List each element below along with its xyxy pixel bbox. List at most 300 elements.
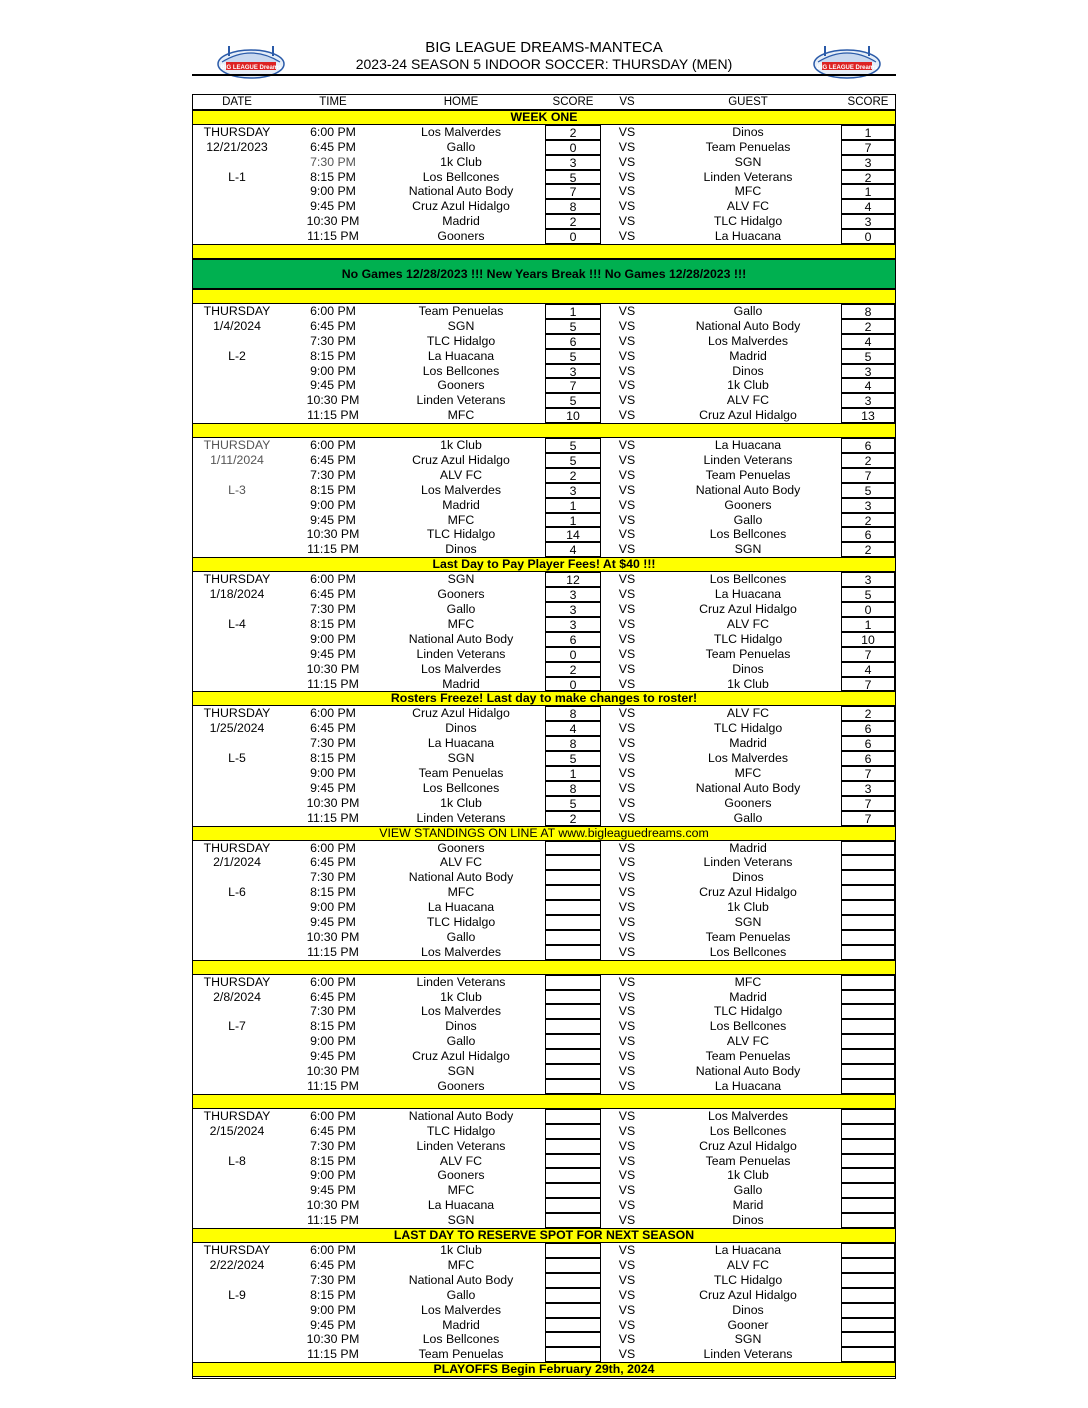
home-team: Linden Veterans xyxy=(416,393,506,408)
vs-label: VS xyxy=(618,1347,636,1362)
home-score: 8 xyxy=(545,781,601,796)
guest-team: Linden Veterans xyxy=(703,452,793,467)
game-time: 11:15 PM xyxy=(307,944,359,959)
game-row xyxy=(193,602,895,617)
home-score: 3 xyxy=(545,587,601,602)
home-team: Gooners xyxy=(437,1168,485,1183)
home-team: Linden Veterans xyxy=(416,646,506,661)
home-score: 5 xyxy=(545,751,601,766)
guest-score: 7 xyxy=(841,796,895,811)
notice-band: PLAYOFFS Begin February 29th, 2024 xyxy=(193,1362,895,1377)
date-cell xyxy=(193,1034,281,1049)
vs-label: VS xyxy=(618,452,636,467)
vs-label: VS xyxy=(618,885,636,900)
vs-label: VS xyxy=(618,1004,636,1019)
home-score: 3 xyxy=(545,364,601,379)
vs-label: VS xyxy=(618,184,636,199)
game-time: 10:30 PM xyxy=(306,1198,360,1213)
vs-label: VS xyxy=(618,676,636,691)
home-team: SGN xyxy=(447,1064,475,1079)
home-score: 0 xyxy=(545,229,601,244)
home-team: ALV FC xyxy=(439,855,483,870)
week-day: THURSDAY xyxy=(203,303,271,318)
home-team: MFC xyxy=(447,616,475,631)
home-score: 2 xyxy=(545,662,601,677)
week-label: L-5 xyxy=(228,751,246,766)
guest-score: 7 xyxy=(841,677,895,692)
guest-team: Madrid xyxy=(729,840,767,855)
game-time: 6:45 PM xyxy=(310,1123,356,1138)
vs-label: VS xyxy=(618,616,636,631)
date-cell xyxy=(193,1332,281,1347)
game-row xyxy=(193,1273,895,1288)
vs-label: VS xyxy=(618,139,636,154)
date-cell xyxy=(193,184,281,199)
home-score: 5 xyxy=(545,393,601,408)
game-row xyxy=(193,1124,895,1139)
guest-team: Team Penuelas xyxy=(705,646,791,661)
guest-team: Gallo xyxy=(733,303,763,318)
guest-score xyxy=(841,1139,895,1154)
home-score: 8 xyxy=(545,736,601,751)
guest-team: TLC Hidalgo xyxy=(713,721,783,736)
game-time: 10:30 PM xyxy=(306,1332,360,1347)
logo-text: BIG LEAGUE Dreams xyxy=(220,65,282,71)
home-score: 0 xyxy=(545,140,601,155)
week-label: L-2 xyxy=(228,348,246,363)
guest-score xyxy=(841,1004,895,1019)
game-time: 7:30 PM xyxy=(310,1272,356,1287)
game-time: 8:15 PM xyxy=(310,1153,356,1168)
home-team: Linden Veterans xyxy=(416,1138,506,1153)
home-score xyxy=(545,1243,601,1258)
guest-team: Dinos xyxy=(732,1213,764,1228)
game-row xyxy=(193,1332,895,1347)
guest-team: Los Bellcones xyxy=(709,1019,787,1034)
guest-score: 6 xyxy=(841,736,895,751)
home-team: Los Malverdes xyxy=(421,1302,501,1317)
game-time: 6:00 PM xyxy=(310,706,356,721)
guest-team: SGN xyxy=(734,1332,762,1347)
guest-team: Dinos xyxy=(732,124,764,139)
date-cell xyxy=(193,468,281,483)
date-cell xyxy=(193,781,281,796)
guest-team: Dinos xyxy=(732,661,764,676)
game-row xyxy=(193,1243,895,1258)
guest-score: 1 xyxy=(841,125,895,140)
home-score: 5 xyxy=(545,453,601,468)
vs-label: VS xyxy=(618,706,636,721)
game-time: 6:45 PM xyxy=(310,1257,356,1272)
guest-team: ALV FC xyxy=(726,706,770,721)
game-time: 6:00 PM xyxy=(310,840,356,855)
guest-score: 5 xyxy=(841,483,895,498)
guest-score: 7 xyxy=(841,468,895,483)
vs-label: VS xyxy=(618,810,636,825)
guest-score: 6 xyxy=(841,721,895,736)
game-row xyxy=(193,453,895,468)
column-header-row xyxy=(193,95,895,110)
guest-team: Gooners xyxy=(724,497,772,512)
home-team: La Huacana xyxy=(427,736,495,751)
home-team: Madrid xyxy=(442,1317,480,1332)
home-team: Los Bellcones xyxy=(422,169,500,184)
home-team: Dinos xyxy=(445,542,477,557)
home-team: La Huacana xyxy=(427,348,495,363)
guest-team: TLC Hidalgo xyxy=(713,1272,783,1287)
game-time: 8:15 PM xyxy=(310,348,356,363)
game-row xyxy=(193,1064,895,1079)
home-score xyxy=(545,1288,601,1303)
home-score: 10 xyxy=(545,408,601,423)
home-score xyxy=(545,1004,601,1019)
home-score-header: SCORE xyxy=(552,96,594,108)
game-time: 7:30 PM xyxy=(310,1004,356,1019)
date-cell xyxy=(193,408,281,423)
game-row xyxy=(193,632,895,647)
game-row xyxy=(193,214,895,229)
vs-label: VS xyxy=(618,1213,636,1228)
game-row xyxy=(193,319,895,334)
home-team: Los Bellcones xyxy=(422,780,500,795)
home-score: 1 xyxy=(545,766,601,781)
guest-score: 6 xyxy=(841,751,895,766)
home-score: 5 xyxy=(545,170,601,185)
home-team: SGN xyxy=(447,1213,475,1228)
home-team: Gallo xyxy=(446,1034,476,1049)
home-score xyxy=(545,1198,601,1213)
guest-score: 7 xyxy=(841,647,895,662)
game-time: 6:00 PM xyxy=(310,974,356,989)
guest-team: Cruz Azul Hidalgo xyxy=(699,1138,797,1153)
guest-score xyxy=(841,1079,895,1094)
guest-team: SGN xyxy=(734,915,762,930)
home-score: 1 xyxy=(545,498,601,513)
game-row xyxy=(193,468,895,483)
home-score: 3 xyxy=(545,483,601,498)
game-row xyxy=(193,1183,895,1198)
game-time: 8:15 PM xyxy=(310,169,356,184)
guest-score xyxy=(841,900,895,915)
guest-team: Dinos xyxy=(732,870,764,885)
vs-label: VS xyxy=(618,631,636,646)
week-date: 2/15/2024 xyxy=(209,1123,265,1138)
week-date: 1/25/2024 xyxy=(209,721,265,736)
guest-score: 13 xyxy=(841,408,895,423)
guest-score: 10 xyxy=(841,632,895,647)
vs-label: VS xyxy=(618,900,636,915)
home-team: SGN xyxy=(447,751,475,766)
vs-label: VS xyxy=(618,318,636,333)
game-row xyxy=(193,870,895,885)
game-row xyxy=(193,796,895,811)
home-team: ALV FC xyxy=(439,467,483,482)
vs-label: VS xyxy=(618,1138,636,1153)
game-time: 6:00 PM xyxy=(310,572,356,587)
game-time: 9:00 PM xyxy=(310,765,356,780)
game-time: 10:30 PM xyxy=(306,214,360,229)
game-row xyxy=(193,1154,895,1169)
guest-score xyxy=(841,1019,895,1034)
notice-band: Rosters Freeze! Last day to make changes to roster! xyxy=(193,691,895,706)
guest-team: MFC xyxy=(734,765,762,780)
guest-score: 4 xyxy=(841,662,895,677)
game-row xyxy=(193,170,895,185)
guest-score xyxy=(841,1318,895,1333)
guest-score xyxy=(841,1124,895,1139)
game-row xyxy=(193,125,895,140)
guest-team: Los Malverdes xyxy=(708,751,788,766)
vs-label: VS xyxy=(618,378,636,393)
date-cell xyxy=(193,1139,281,1154)
vs-label: VS xyxy=(618,512,636,527)
home-score xyxy=(545,1079,601,1094)
game-row xyxy=(193,155,895,170)
home-score xyxy=(545,1273,601,1288)
guest-team: Team Penuelas xyxy=(705,467,791,482)
date-cell xyxy=(193,1347,281,1362)
home-score: 7 xyxy=(545,378,601,393)
game-row xyxy=(193,1303,895,1318)
guest-team: Los Bellcones xyxy=(709,1123,787,1138)
guest-score: 6 xyxy=(841,527,895,542)
page-subtitle: 2023-24 SEASON 5 INDOOR SOCCER: THURSDAY (MEN) xyxy=(355,56,733,72)
home-team: Los Bellcones xyxy=(422,363,500,378)
home-team: National Auto Body xyxy=(408,1108,514,1123)
game-time: 11:15 PM xyxy=(307,229,359,244)
game-row xyxy=(193,841,895,856)
home-team: Los Malverdes xyxy=(421,482,501,497)
guest-team: Team Penuelas xyxy=(705,139,791,154)
home-score: 7 xyxy=(545,184,601,199)
date-cell xyxy=(193,930,281,945)
guest-team: National Auto Body xyxy=(695,780,801,795)
vs-label: VS xyxy=(618,542,636,557)
home-score xyxy=(545,1034,601,1049)
home-team: Los Bellcones xyxy=(422,1332,500,1347)
game-time: 8:15 PM xyxy=(310,1019,356,1034)
home-team: Team Penuelas xyxy=(418,303,504,318)
game-time: 10:30 PM xyxy=(306,1064,360,1079)
guest-score: 4 xyxy=(841,378,895,393)
guest-score: 1 xyxy=(841,184,895,199)
home-team: 1k Club xyxy=(440,1242,482,1257)
home-score: 0 xyxy=(545,647,601,662)
date-cell xyxy=(193,1183,281,1198)
notice-band: LAST DAY TO RESERVE SPOT FOR NEXT SEASON xyxy=(193,1228,895,1243)
guest-team: Team Penuelas xyxy=(705,1049,791,1064)
vs-label: VS xyxy=(618,1123,636,1138)
guest-score: 3 xyxy=(841,572,895,587)
guest-score: 6 xyxy=(841,438,895,453)
game-row xyxy=(193,1139,895,1154)
guest-team: 1k Club xyxy=(727,676,769,691)
game-time: 9:00 PM xyxy=(310,184,356,199)
guest-score xyxy=(841,915,895,930)
home-team: Linden Veterans xyxy=(416,974,506,989)
vs-label: VS xyxy=(618,1317,636,1332)
home-score: 6 xyxy=(545,334,601,349)
date-cell xyxy=(193,677,281,692)
notice-band: Last Day to Pay Player Fees! At $40 !!! xyxy=(193,557,895,572)
guest-team: 1k Club xyxy=(727,378,769,393)
date-cell xyxy=(193,632,281,647)
page-header xyxy=(192,36,896,94)
guest-team: ALV FC xyxy=(726,393,770,408)
home-team: La Huacana xyxy=(427,1198,495,1213)
game-time: 6:45 PM xyxy=(310,855,356,870)
home-score: 2 xyxy=(545,468,601,483)
vs-label: VS xyxy=(618,944,636,959)
guest-team: National Auto Body xyxy=(695,318,801,333)
guest-team: La Huacana xyxy=(714,1242,782,1257)
date-cell xyxy=(193,1079,281,1094)
guest-score xyxy=(841,1154,895,1169)
home-score xyxy=(545,1183,601,1198)
guest-team: Linden Veterans xyxy=(703,169,793,184)
date-cell xyxy=(193,364,281,379)
home-team: MFC xyxy=(447,512,475,527)
game-row xyxy=(193,1318,895,1333)
home-team: 1k Club xyxy=(440,795,482,810)
week-day: THURSDAY xyxy=(203,438,271,453)
game-time: 9:00 PM xyxy=(310,1302,356,1317)
home-score xyxy=(545,945,601,960)
guest-score xyxy=(841,1168,895,1183)
game-time: 6:45 PM xyxy=(310,721,356,736)
game-row xyxy=(193,1168,895,1183)
home-score: 8 xyxy=(545,706,601,721)
home-team: MFC xyxy=(447,408,475,423)
guest-score: 2 xyxy=(841,319,895,334)
home-score: 5 xyxy=(545,349,601,364)
week-label: L-1 xyxy=(228,169,246,184)
game-row xyxy=(193,513,895,528)
guest-score: 7 xyxy=(841,140,895,155)
vs-label: VS xyxy=(618,587,636,602)
guest-team: TLC Hidalgo xyxy=(713,214,783,229)
game-time: 11:15 PM xyxy=(307,542,359,557)
guest-team: Cruz Azul Hidalgo xyxy=(699,1287,797,1302)
home-team: National Auto Body xyxy=(408,631,514,646)
game-time: 9:45 PM xyxy=(310,915,356,930)
home-team: TLC Hidalgo xyxy=(426,527,496,542)
date-cell xyxy=(193,229,281,244)
vs-label: VS xyxy=(618,408,636,423)
guest-team: ALV FC xyxy=(726,1034,770,1049)
date-cell xyxy=(193,542,281,557)
game-time: 8:15 PM xyxy=(310,751,356,766)
home-score: 4 xyxy=(545,542,601,557)
home-score: 3 xyxy=(545,155,601,170)
vs-label: VS xyxy=(618,1198,636,1213)
home-team: Dinos xyxy=(445,1019,477,1034)
game-time: 10:30 PM xyxy=(306,929,360,944)
guest-score: 7 xyxy=(841,811,895,826)
vs-label: VS xyxy=(618,169,636,184)
vs-label: VS xyxy=(618,989,636,1004)
game-row xyxy=(193,1213,895,1228)
guest-team: Los Malverdes xyxy=(708,333,788,348)
game-time: 10:30 PM xyxy=(306,527,360,542)
vs-label: VS xyxy=(618,1257,636,1272)
home-team: Cruz Azul Hidalgo xyxy=(412,706,510,721)
game-time: 9:45 PM xyxy=(310,512,356,527)
date-cell xyxy=(193,1303,281,1318)
game-time: 10:30 PM xyxy=(306,393,360,408)
guest-score: 2 xyxy=(841,706,895,721)
guest-score xyxy=(841,930,895,945)
home-team: Gooners xyxy=(437,587,485,602)
date-cell xyxy=(193,1004,281,1019)
date-cell xyxy=(193,199,281,214)
home-score xyxy=(545,1258,601,1273)
guest-score: 2 xyxy=(841,542,895,557)
guest-team: Los Bellcones xyxy=(709,527,787,542)
game-time: 11:15 PM xyxy=(307,1347,359,1362)
game-time: 11:15 PM xyxy=(307,810,359,825)
game-row xyxy=(193,1004,895,1019)
vs-label: VS xyxy=(618,736,636,751)
game-row xyxy=(193,781,895,796)
guest-team: ALV FC xyxy=(726,1257,770,1272)
home-team: Gallo xyxy=(446,602,476,616)
guest-score xyxy=(841,1332,895,1347)
vs-label: VS xyxy=(618,855,636,870)
date-cell xyxy=(193,513,281,528)
home-score xyxy=(545,1168,601,1183)
home-team: TLC Hidalgo xyxy=(426,915,496,930)
guest-team: Team Penuelas xyxy=(705,1153,791,1168)
home-team: 1k Club xyxy=(440,438,482,453)
date-cell xyxy=(193,1273,281,1288)
home-team: Madrid xyxy=(442,676,480,691)
game-time: 10:30 PM xyxy=(306,795,360,810)
week-label: L-6 xyxy=(228,885,246,900)
guest-score: 2 xyxy=(841,453,895,468)
vs-label: VS xyxy=(618,751,636,766)
guest-team: La Huacana xyxy=(714,587,782,602)
notice-band: VIEW STANDINGS ON LINE AT www.bigleaguedreams.com xyxy=(193,826,895,841)
date-cell xyxy=(193,1318,281,1333)
guest-team: Gooner xyxy=(727,1317,769,1332)
home-score: 14 xyxy=(545,527,601,542)
home-score xyxy=(545,975,601,990)
guest-team: Los Bellcones xyxy=(709,572,787,587)
guest-team: ALV FC xyxy=(726,199,770,214)
game-row xyxy=(193,393,895,408)
vs-label: VS xyxy=(618,602,636,616)
home-team: MFC xyxy=(447,1183,475,1198)
game-row xyxy=(193,542,895,557)
home-score: 8 xyxy=(545,199,601,214)
date-cell xyxy=(193,1049,281,1064)
guest-score xyxy=(841,1034,895,1049)
home-score xyxy=(545,1318,601,1333)
vs-label: VS xyxy=(618,199,636,214)
home-score: 0 xyxy=(545,677,601,692)
game-row xyxy=(193,527,895,542)
guest-score xyxy=(841,885,895,900)
guest-score xyxy=(841,841,895,856)
guest-team: Marid xyxy=(732,1198,764,1213)
guest-team: National Auto Body xyxy=(695,482,801,497)
game-row xyxy=(193,498,895,513)
game-time: 6:45 PM xyxy=(310,587,356,602)
date-cell xyxy=(193,811,281,826)
home-score xyxy=(545,1213,601,1228)
date-cell xyxy=(193,647,281,662)
